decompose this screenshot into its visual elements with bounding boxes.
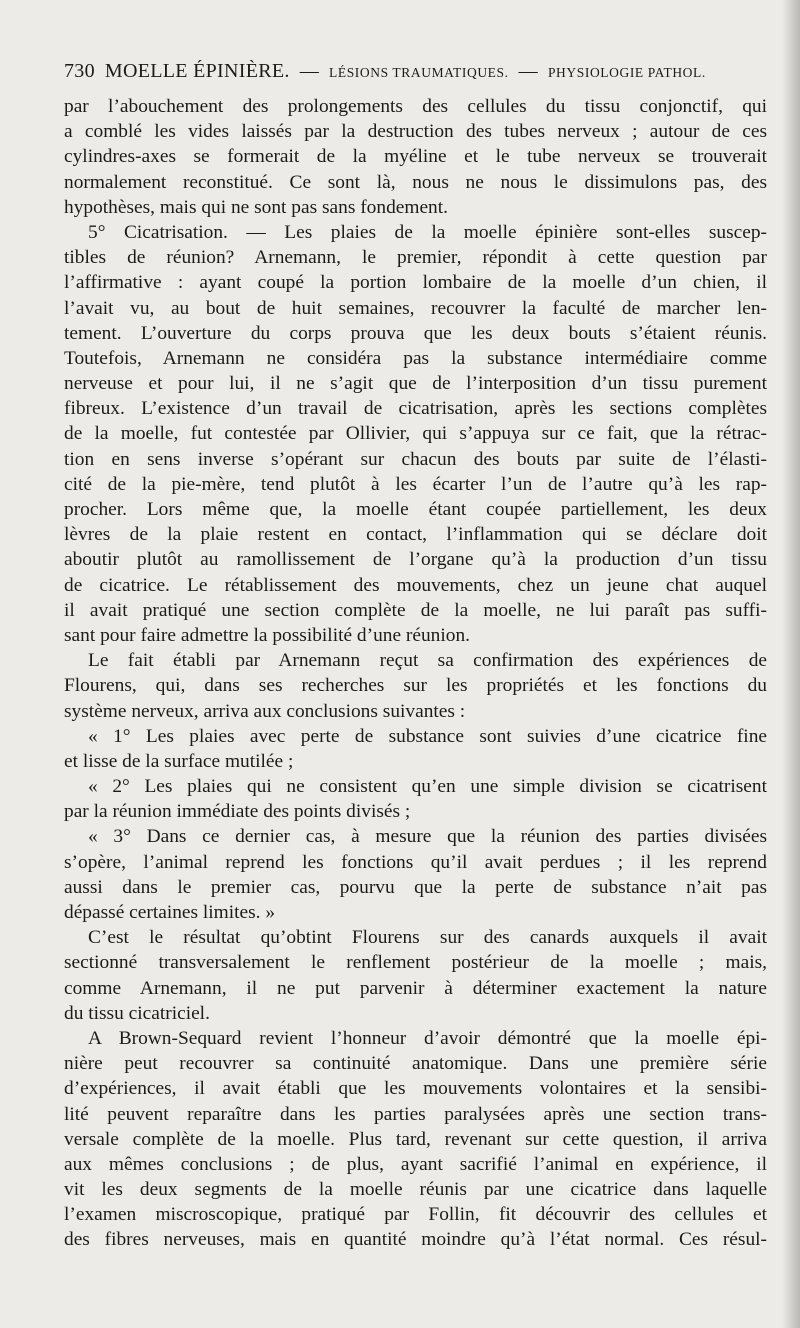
text-line: Toutefois, Arnemann ne considéra pas la substance intermédiaire comme [64,347,767,369]
text-line: il avait pratiqué une section complète de la moelle, ne lui paraît pas suffi- [64,599,767,621]
running-head [64,60,768,94]
text-line: lèvres de la plaie restent en contact, l’inflammation qui se déclare doit [64,524,767,546]
text-line: « 1° Les plaies avec perte de substance sont suivies d’une cicatrice fine [88,725,767,747]
text-line: C’est le résultat qu’obtint Flourens sur des canards auxquels il avait [88,927,767,949]
text-line: cité de la pie-mère, tend plutôt à les écarter l’un de l’autre qu’à les rap- [64,473,767,495]
text-line: l’affirmative : ayant coupé la portion lombaire de la moelle d’un chien, il [64,272,767,294]
text-line: Le fait établi par Arnemann reçut sa confirmation des expériences de [88,650,767,672]
text-line: sant pour faire admettre la possibilité d’une réunion. [64,624,471,646]
text-line: nière peut recouvrer sa continuité anatomique. Dans une première série [64,1053,767,1075]
text-line: versale complète de la moelle. Plus tard, revenant sur cette question, il arriva [64,1128,767,1150]
text-line: de cicatrice. Le rétablissement des mouvements, chez un jeune chat auquel [64,574,767,596]
text-line: procher. Lors même que, la moelle étant coupée partiellement, les deux [64,499,767,520]
text-line: hypothèses, mais qui ne sont pas sans fondement. [64,196,448,218]
text-line: tibles de réunion? Arnemann, le premier, répondit à cette question par [64,247,767,269]
text-line: l’examen miscroscopique, pratiqué par Follin, fit découvrir des cellules et [64,1204,767,1226]
text-line: et lisse de la surface mutilée ; [64,750,294,772]
running-head-dash: — [518,61,538,82]
text-line: Flourens, qui, dans ses recherches sur les propriétés et les fonctions du [64,675,767,697]
text-line: système nerveux, arriva aux conclusions suivantes : [64,700,466,722]
text-line: sectionné transversalement le renflement postérieur de la moelle ; mais, [64,952,767,974]
text-line: « 3° Dans ce dernier cas, à mesure que la réunion des parties divisées [88,826,767,848]
text-line: a comblé les vides laissés par la destruction des tubes nerveux ; autour de ces [64,121,767,143]
text-line: des fibres nerveuses, mais en quantité moindre qu’à l’état normal. Ces résul- [64,1229,767,1251]
running-head-title: MOELLE ÉPINIÈRE. [104,60,290,82]
text-line: par la réunion immédiate des points divisés ; [64,801,411,823]
running-head-subtitle-2: PHYSIOLOGIE PATHOL. [547,65,706,80]
text-line: aboutir plutôt au ramollissement de l’organe qu’à la production d’un tissu [64,549,767,571]
text-line: nerveuse et pour lui, il ne s’agit que de l’interposition d’un tissu purement [64,373,767,395]
text-line: vit les deux segments de la moelle réunis par une cicatrice dans laquelle [64,1179,767,1201]
text-line: A Brown-Sequard revient l’honneur d’avoir démontré que la moelle épi- [88,1027,767,1049]
page-number: 730 [64,60,95,82]
text-line: d’expériences, il avait établi que les mouvements volontaires et la sensibi- [64,1078,767,1100]
running-head-subtitle: LÉSIONS TRAUMATIQUES. [329,65,509,80]
body-text [64,94,767,1253]
text-line: fibreux. L’existence d’un travail de cicatrisation, après les sections complètes [64,398,767,420]
text-line: tement. L’ouverture du corps prouva que les deux bouts s’étaient réunis. [64,322,767,344]
text-line: comme Arnemann, il ne put parvenir à déterminer exactement la nature [64,977,767,999]
text-line: s’opère, l’animal reprend les fonctions qu’il avait perdues ; il les reprend [64,851,767,873]
text-line: aussi dans le premier cas, pourvu que la perte de substance n’ait pas [64,876,767,898]
text-line: de la moelle, fut contestée par Ollivier, qui s’appuya sur ce fait, que la rétrac- [64,423,767,445]
text-line: aux mêmes conclusions ; de plus, ayant sacrifié l’animal en expérience, il [64,1153,767,1175]
running-head-dash: — [299,61,319,82]
text-line: « 2° Les plaies qui ne consistent qu’en une simple division se cicatrisent [88,776,767,798]
text-line: cylindres-axes se formerait de la myéline et le tube nerveux se trouverait [64,146,767,168]
text-line: normalement reconstitué. Ce sont là, nous ne nous le dissimulons pas, des [64,171,767,193]
text-line: lité peuvent reparaître dans les parties paralysées après une section trans- [64,1103,767,1125]
text-line: 5° Cicatrisation. — Les plaies de la moelle épinière sont-elles suscep- [88,221,767,243]
text-line: tion en sens inverse s’opérant sur chacun des bouts par suite de l’élasti- [64,448,767,470]
text-line: du tissu cicatriciel. [64,1002,210,1024]
text-line: par l’abouchement des prolongements des cellules du tissu conjonctif, qui [64,96,767,117]
text-line: l’avait vu, au bout de huit semaines, recouvrer la faculté de marcher len- [64,297,767,319]
text-line: dépassé certaines limites. » [64,902,276,923]
